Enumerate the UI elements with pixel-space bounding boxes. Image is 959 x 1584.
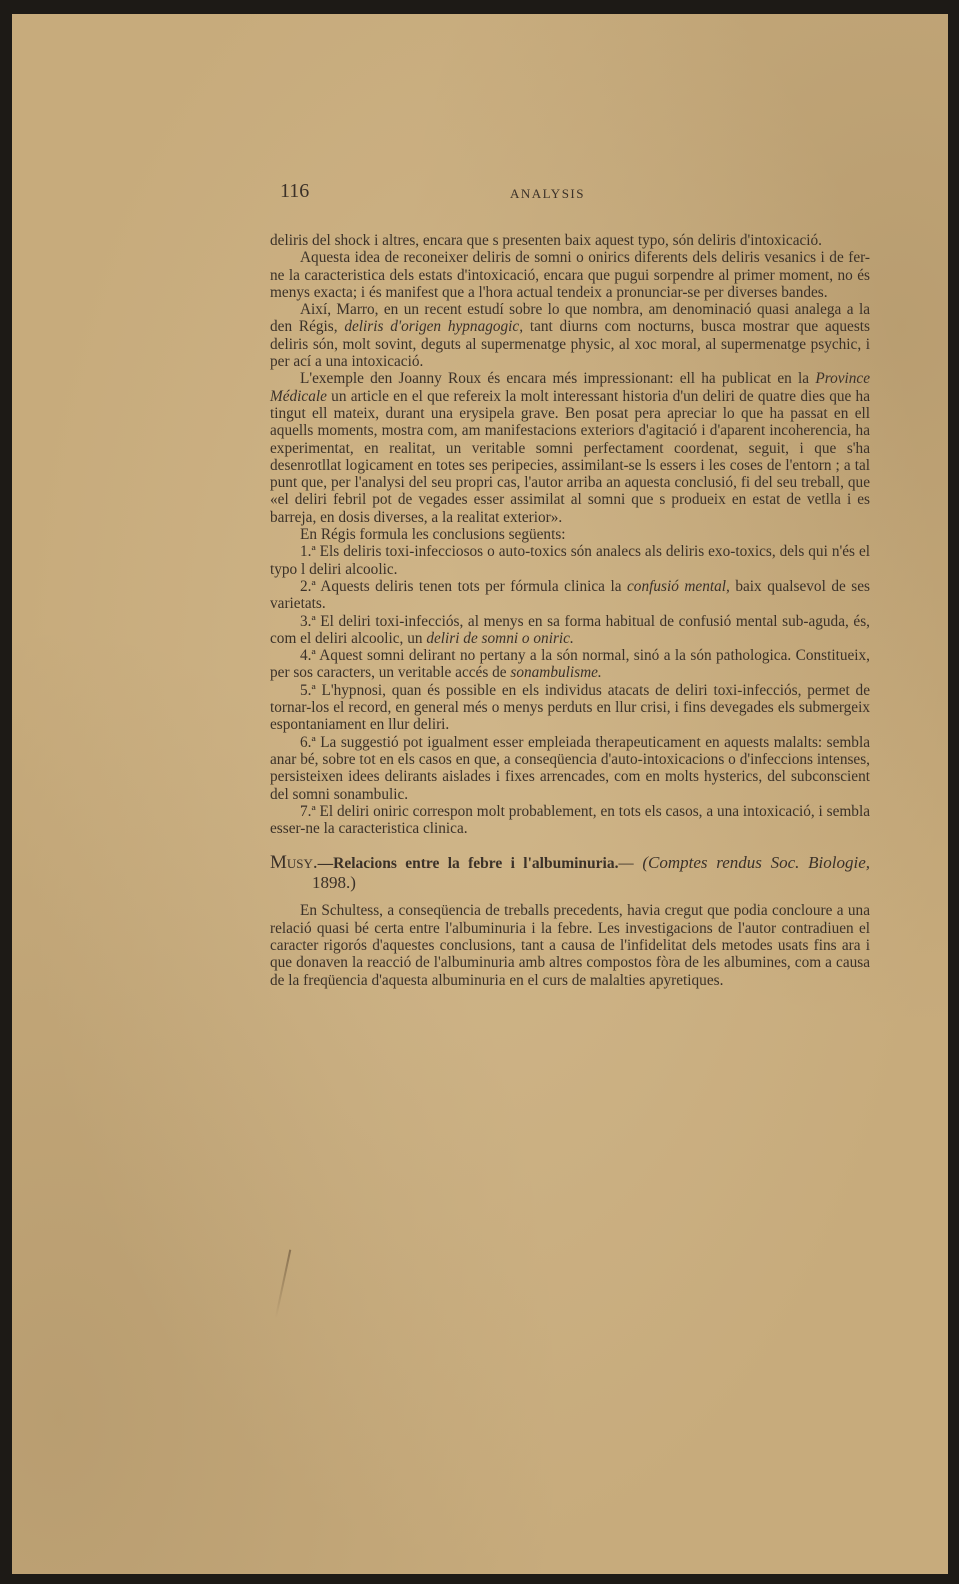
paragraph: deliris del shock i altres, encara que s presenten baix aquest typo, són deliris d'intoxicació.: [270, 232, 823, 249]
conclusion-item: [270, 578, 870, 613]
text-run: 2.ª Aquests deliris tenen tots per fórmula clinica la: [300, 577, 628, 595]
italic-term: deliri de somni o oniric.: [426, 629, 574, 647]
text-run: baix qualsevol de ses varietats.: [270, 577, 870, 613]
paragraph: Aquesta idea de reconeixer deliris de somni o onirics diferents dels deliris vesanics i de fer-ne la caracteristica dels estats d'intoxicació, encara que pugui sorpendre al primer moment, no és menys exacta; i és manifest que a l'hora actual tendeix a pronunciar-se per diverses bandes.: [270, 249, 870, 301]
italic-journal: Province Médicale: [270, 370, 870, 405]
conclusion-item: [270, 647, 870, 682]
paragraph: [270, 370, 870, 526]
italic-term: deliris d'origen hypnagogic,: [344, 318, 524, 336]
conclusion-item: 1.ª Els deliris toxi-infecciosos o auto-toxics són analecs als deliris exo-toxics, dels qui n'és el typo l deliri alcoolic.: [270, 543, 870, 578]
text-run: L'exemple den Joanny Roux és encara més impressionant: ell ha publicat en la: [300, 370, 816, 388]
body-text: [270, 232, 870, 989]
conclusion-item: [270, 613, 870, 648]
conclusion-item: 7.ª El deliri oniric correspon molt probablement, en tots els casos, a una intoxicació, i sembla esser-ne la caracteristica clinica.: [270, 802, 870, 838]
italic-term: sonambulisme.: [510, 664, 602, 682]
section-author: Musy.: [270, 852, 318, 874]
text-run: 4.ª Aquest somni delirant no pertany a la són normal, sinó a la són pathologica. Constitueix, per sos caracters, un veritable accés de: [270, 647, 870, 682]
section-year: 1898.): [312, 873, 356, 893]
paragraph: [270, 301, 870, 370]
text-run: un article en el que refereix la molt interessant historia d'un deliri de quatre dies que ha tingut ell mateix, durant una erysipela grave. Ben posat pera apreciar lo que ha passat en ell aquells moments, mostra com, am manifestacions exteriors d'agitació i d'aparent incoherencia, ha experimentat, en realitat, un veritable somni perfectament coordenat, seguit, i que s'ha desenrotllat logicament en totes ses peripecies, assimilant-se ls essers i les coses de l'entorn ; a tal punt que, per l'analysi del seu propri cas, l'autor arriba an aquesta conclusió, fi del seu treball, que «el deliri febril pot de vegades esser assimilat al somni que s produeix en estat de vetlla i es barreja, en dosis diverses, a la realitat exterior».: [270, 387, 870, 526]
text-run: 3.ª El deliri toxi-infecciós, al menys en sa forma habitual de confusió mental sub-aguda, és, com el deliri alcoolic, un: [270, 612, 870, 647]
text-run: Així, Marro, en un recent estudí sobre lo que nombra, am denominació quasi analega a la den Régis,: [270, 301, 870, 336]
italic-term: confusió mental,: [627, 577, 730, 595]
section-heading: [270, 853, 870, 892]
section-source: — (Comptes rendus Soc. Biologie,: [618, 853, 870, 873]
paragraph: En Régis formula les conclusions següents:: [300, 526, 566, 544]
page-header: [268, 176, 858, 204]
page-number: 116: [280, 180, 310, 202]
pencil-mark: [275, 1250, 292, 1319]
scanned-page: [12, 14, 948, 1574]
text-run: tant diurns com nocturns, busca mostrar que aquests deliris són, molt sovint, deguts al supermenatge physic, al xoc moral, al supermenatge psychic, i per ací a una intoxicació.: [270, 318, 871, 371]
conclusion-item: 5.ª L'hypnosi, quan és possible en els individus atacats de deliri toxi-infecciós, permet de tornar-los el record, en general més o menys perduts en llur crisi, i fins devegades els submergeix espontaniament en llur deliri.: [270, 681, 870, 734]
section-title: —Relacions entre la febre i l'albuminuria.: [317, 855, 619, 873]
running-head: ANALYSIS: [510, 186, 585, 201]
conclusion-item: 6.ª La suggestió pot igualment esser empleiada therapeuticament en aquests malalts: sembla anar bé, sobre tot en els casos en que, a conseqüencia d'auto-intoxicacions o d'infeccions intenses, persisteixen idees delirants aislades i fixes arrencades, com en molts hysterics, del subconscient del somni sonambulic.: [270, 733, 870, 803]
paragraph: En Schultess, a conseqüencia de treballs precedents, havia cregut que podia concloure a una relació quasi bé certa entre l'albuminuria i la febre. Les investigacions de l'autor contradiuen el caracter rigorós d'aquestes conclusions, tant a causa de l'infidelitat dels metodes usats fins ara i que donaven la reacció de l'albuminuria amb altres compostos fòra de les albumines, com a causa de la freqüencia d'aquesta albuminuria en el curs de malalties apyretiques.: [270, 902, 870, 989]
